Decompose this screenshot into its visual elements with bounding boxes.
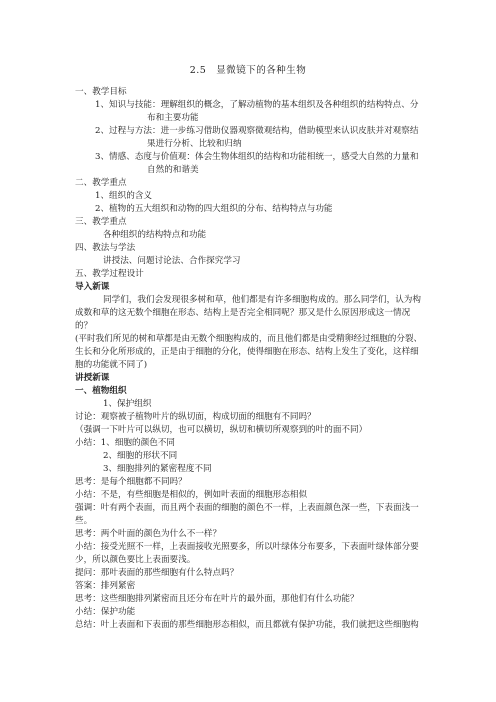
objective-process: 2、过程与方法：进一步练习借助仪器观察微观结构，借助模型来认识皮肤并对观察结 bbox=[95, 126, 419, 136]
summary-1: 小结：1、细胞的颜色不同 bbox=[75, 438, 175, 448]
intro-paragraph-line-3: 的？ bbox=[75, 321, 93, 331]
intro-paragraph-line-1: 同学们，我们会发现很多树和草，他们都是有许多细胞构成的。那么同学们，认为构 bbox=[103, 295, 421, 305]
think-1: 思考：是每个细胞都不同吗？ bbox=[75, 477, 187, 487]
question-1: 提问：那叶表面的那些细胞有什么特点吗？ bbox=[75, 568, 239, 578]
think-2: 思考：两个叶面的颜色为什么不一样？ bbox=[75, 529, 222, 539]
section-heading-process: 五、教学过程设计 bbox=[75, 269, 144, 279]
objective-attitude: 3、情感、态度与价值观：体会生物体组织的结构和功能相统一，感受大自然的力量和 bbox=[95, 152, 419, 162]
heading-introduction: 导入新课 bbox=[75, 282, 110, 292]
summary-1-item-3: 3、细胞排列的紧密程度不同 bbox=[103, 464, 212, 474]
emphasis-2-line-2: 些。 bbox=[75, 516, 93, 526]
methods-text: 讲授法、问题讨论法、合作探究学习 bbox=[103, 256, 241, 266]
summary-4: 小结：保护功能 bbox=[75, 607, 136, 617]
intro-note-line-1: (平时我们所见的树和草都是由无数个细胞构成的，而且他们都是由受精卵经过细胞的分裂、 bbox=[75, 334, 423, 344]
key-point-structure: 各种组织的结构特点和功能 bbox=[103, 230, 207, 240]
summary-1-item-2: 2、细胞的形状不同 bbox=[103, 451, 178, 461]
conclusion-line-1: 总结：叶上表面和下表面的那些细胞形态相似，而且都就有保护功能，我们就把这些细胞构 bbox=[75, 620, 419, 630]
document-title: 2.5 显微镜下的各种生物 bbox=[189, 65, 307, 76]
section-heading-objectives: 一、教学目标 bbox=[75, 87, 127, 97]
intro-note-line-3: 胞的功能就不同了) bbox=[75, 360, 148, 370]
heading-new-lesson: 讲授新课 bbox=[75, 373, 110, 383]
think-3: 思考：这些细胞排列紧密而且还分布在叶片的最外面，那他们有什么功能？ bbox=[75, 594, 359, 604]
heading-plant-tissue: 一、植物组织 bbox=[75, 386, 127, 396]
emphasis-note: （强调一下叶片可以纵切，也可以横切，纵切和横切所观察到的叶的面不同） bbox=[75, 425, 368, 435]
subheading-protective-tissue: 1、保护组织 bbox=[103, 399, 152, 409]
objective-knowledge: 1、知识与技能：理解组织的概念，了解动植物的基本组织及各种组织的结构特点、分 bbox=[95, 100, 419, 110]
section-heading-key-points: 二、教学重点 bbox=[75, 178, 127, 188]
summary-3-line-2: 少，所以颜色要比上表面要浅。 bbox=[75, 555, 196, 565]
answer-1: 答案：排列紧密 bbox=[75, 581, 136, 591]
objective-knowledge-cont: 布和主要功能 bbox=[147, 113, 199, 123]
key-point-1: 1、组织的含义 bbox=[95, 191, 153, 201]
section-heading-key-points-2: 三、教学重点 bbox=[75, 217, 127, 227]
intro-paragraph-line-2: 成数和草的这无数个细胞在形态、结构上是否完全相同呢？那又是什么原因形成这一情况 bbox=[75, 308, 411, 318]
objective-attitude-cont: 自然的和谐美 bbox=[147, 165, 199, 175]
discussion-1: 讨论：观察被子植物叶片的纵切面，构成切面的细胞有不同吗？ bbox=[75, 412, 316, 422]
section-heading-methods: 四、教法与学法 bbox=[75, 243, 136, 253]
summary-2: 小结：不是，有些细胞是相似的，例如叶表面的细胞形态相似 bbox=[75, 490, 308, 500]
emphasis-2-line-1: 强调：叶有两个表面，而且两个表面的细胞的颜色不一样，上表面颜色深一些，下表面浅一 bbox=[75, 503, 419, 513]
intro-note-line-2: 生长和分化所形成的，正是由于细胞的分化，使得细胞在形态、结构上发生了变化，这样细 bbox=[75, 347, 419, 357]
summary-3-line-1: 小结：接受光照不一样，上表面接收光照要多，所以叶绿体分布要多，下表面叶绿体部分要 bbox=[75, 542, 419, 552]
key-point-2: 2、植物的五大组织和动物的四大组织的分布、结构特点与功能 bbox=[95, 204, 333, 214]
objective-process-cont: 果进行分析、比较和归纳 bbox=[147, 139, 242, 149]
